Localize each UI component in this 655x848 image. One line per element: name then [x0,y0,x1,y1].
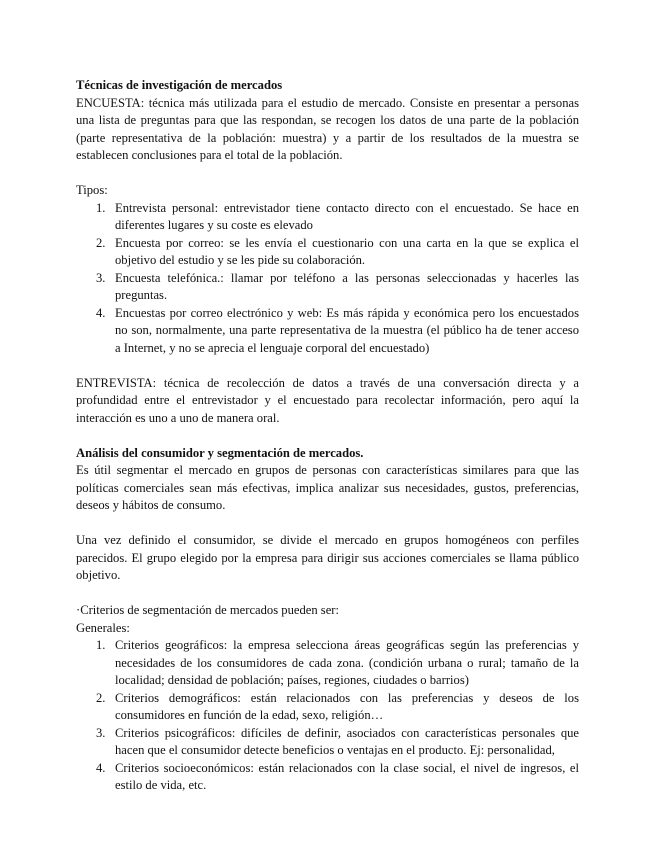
list-item-text: Criterios demográficos: están relacionados con las preferencias y deseos de los consumidores en función de la edad, sexo, religión… [115,690,579,722]
list-item-text: Criterios socioeconómicos: están relacionados con la clase social, el nivel de ingresos, el estilo de vida, etc. [115,760,579,792]
tipos-label: Tipos: [76,183,108,197]
tipos-list [76,200,579,358]
list-number: 4. [96,305,106,320]
document-page [76,77,579,795]
list-item-text: Entrevista personal: entrevistador tiene contacto directo con el encuestado. Se hace en diferentes lugares y su coste es elevado [115,200,579,232]
list-number: 1. [96,200,106,215]
list-number: 3. [96,270,106,285]
list-item [76,200,579,235]
list-item [76,725,579,760]
list-number: 2. [96,235,106,250]
list-item [76,760,579,795]
list-number: 4. [96,760,106,775]
criterios-label: ·Criterios de segmentación de mercados pueden ser: [76,603,339,617]
list-item-text: Criterios geográficos: la empresa selecciona áreas geográficas según las preferencias y necesidades de los consumidores de cada zona. (condición urbana o rural; tamaño de la localidad; densidad de población; países, regiones, ciudades o barrios) [115,638,579,687]
list-item [76,270,579,305]
list-number: 3. [96,725,106,740]
encuesta-paragraph: ENCUESTA: técnica más utilizada para el estudio de mercado. Consiste en presentar a personas una lista de preguntas para que las respondan, se recogen los datos de una parte de la población (parte representativa de la población: muestra) y a partir de los resultados de la muestra se establecen conclusiones para el total de la población. [76,95,579,162]
list-number: 1. [96,638,106,652]
consumer-paragraph: Una vez definido el consumidor, se divide el mercado en grupos homogéneos con perfiles parecidos. El grupo elegido por la empresa para dirigir sus acciones comerciales se llama público objetivo. [76,533,579,582]
list-item-text: Encuesta telefónica.: llamar por teléfono a las personas seleccionadas y hacerles las preguntas. [115,270,579,302]
list-item [76,637,579,690]
list-item-text: Encuesta por correo: se les envía el cuestionario con una carta en la que se explica el objetivo del estudio y se les pide su colaboración. [115,235,579,267]
entrevista-paragraph: ENTREVISTA: técnica de recolección de datos a través de una conversación directa y a profundidad entre el entrevistador y el encuestado para recolectar información, pero aquí la interacción es uno a uno de manera oral. [76,375,579,425]
segmentation-paragraph: Es útil segmentar el mercado en grupos de personas con características similares para que las políticas comerciales sean más efectivas, implica analizar sus necesidades, gustos, preferencias, deseos y hábitos de consumo. [76,463,579,512]
section-heading-analisis: Análisis del consumidor y segmentación de mercados. [76,445,364,460]
list-number: 2. [96,690,106,705]
list-item-text: Encuestas por correo electrónico y web: Es más rápida y económica pero los encuestados no son, normalmente, una parte representativa de la muestra (el público ha de tener acceso a Internet, y no se aprecia el lenguaje corporal del encuestado) [115,305,579,355]
list-item [76,305,579,358]
generales-label: Generales: [76,620,130,635]
list-item-text: Criterios psicográficos: difíciles de definir, asociados con características personales que hacen que el consumidor detecte beneficios o ventajas en el producto. Ej: personalidad, [115,725,579,757]
criterios-list [76,637,579,795]
list-item [76,235,579,270]
list-item [76,690,579,725]
section-heading-tecnicas: Técnicas de investigación de mercados [76,78,283,92]
